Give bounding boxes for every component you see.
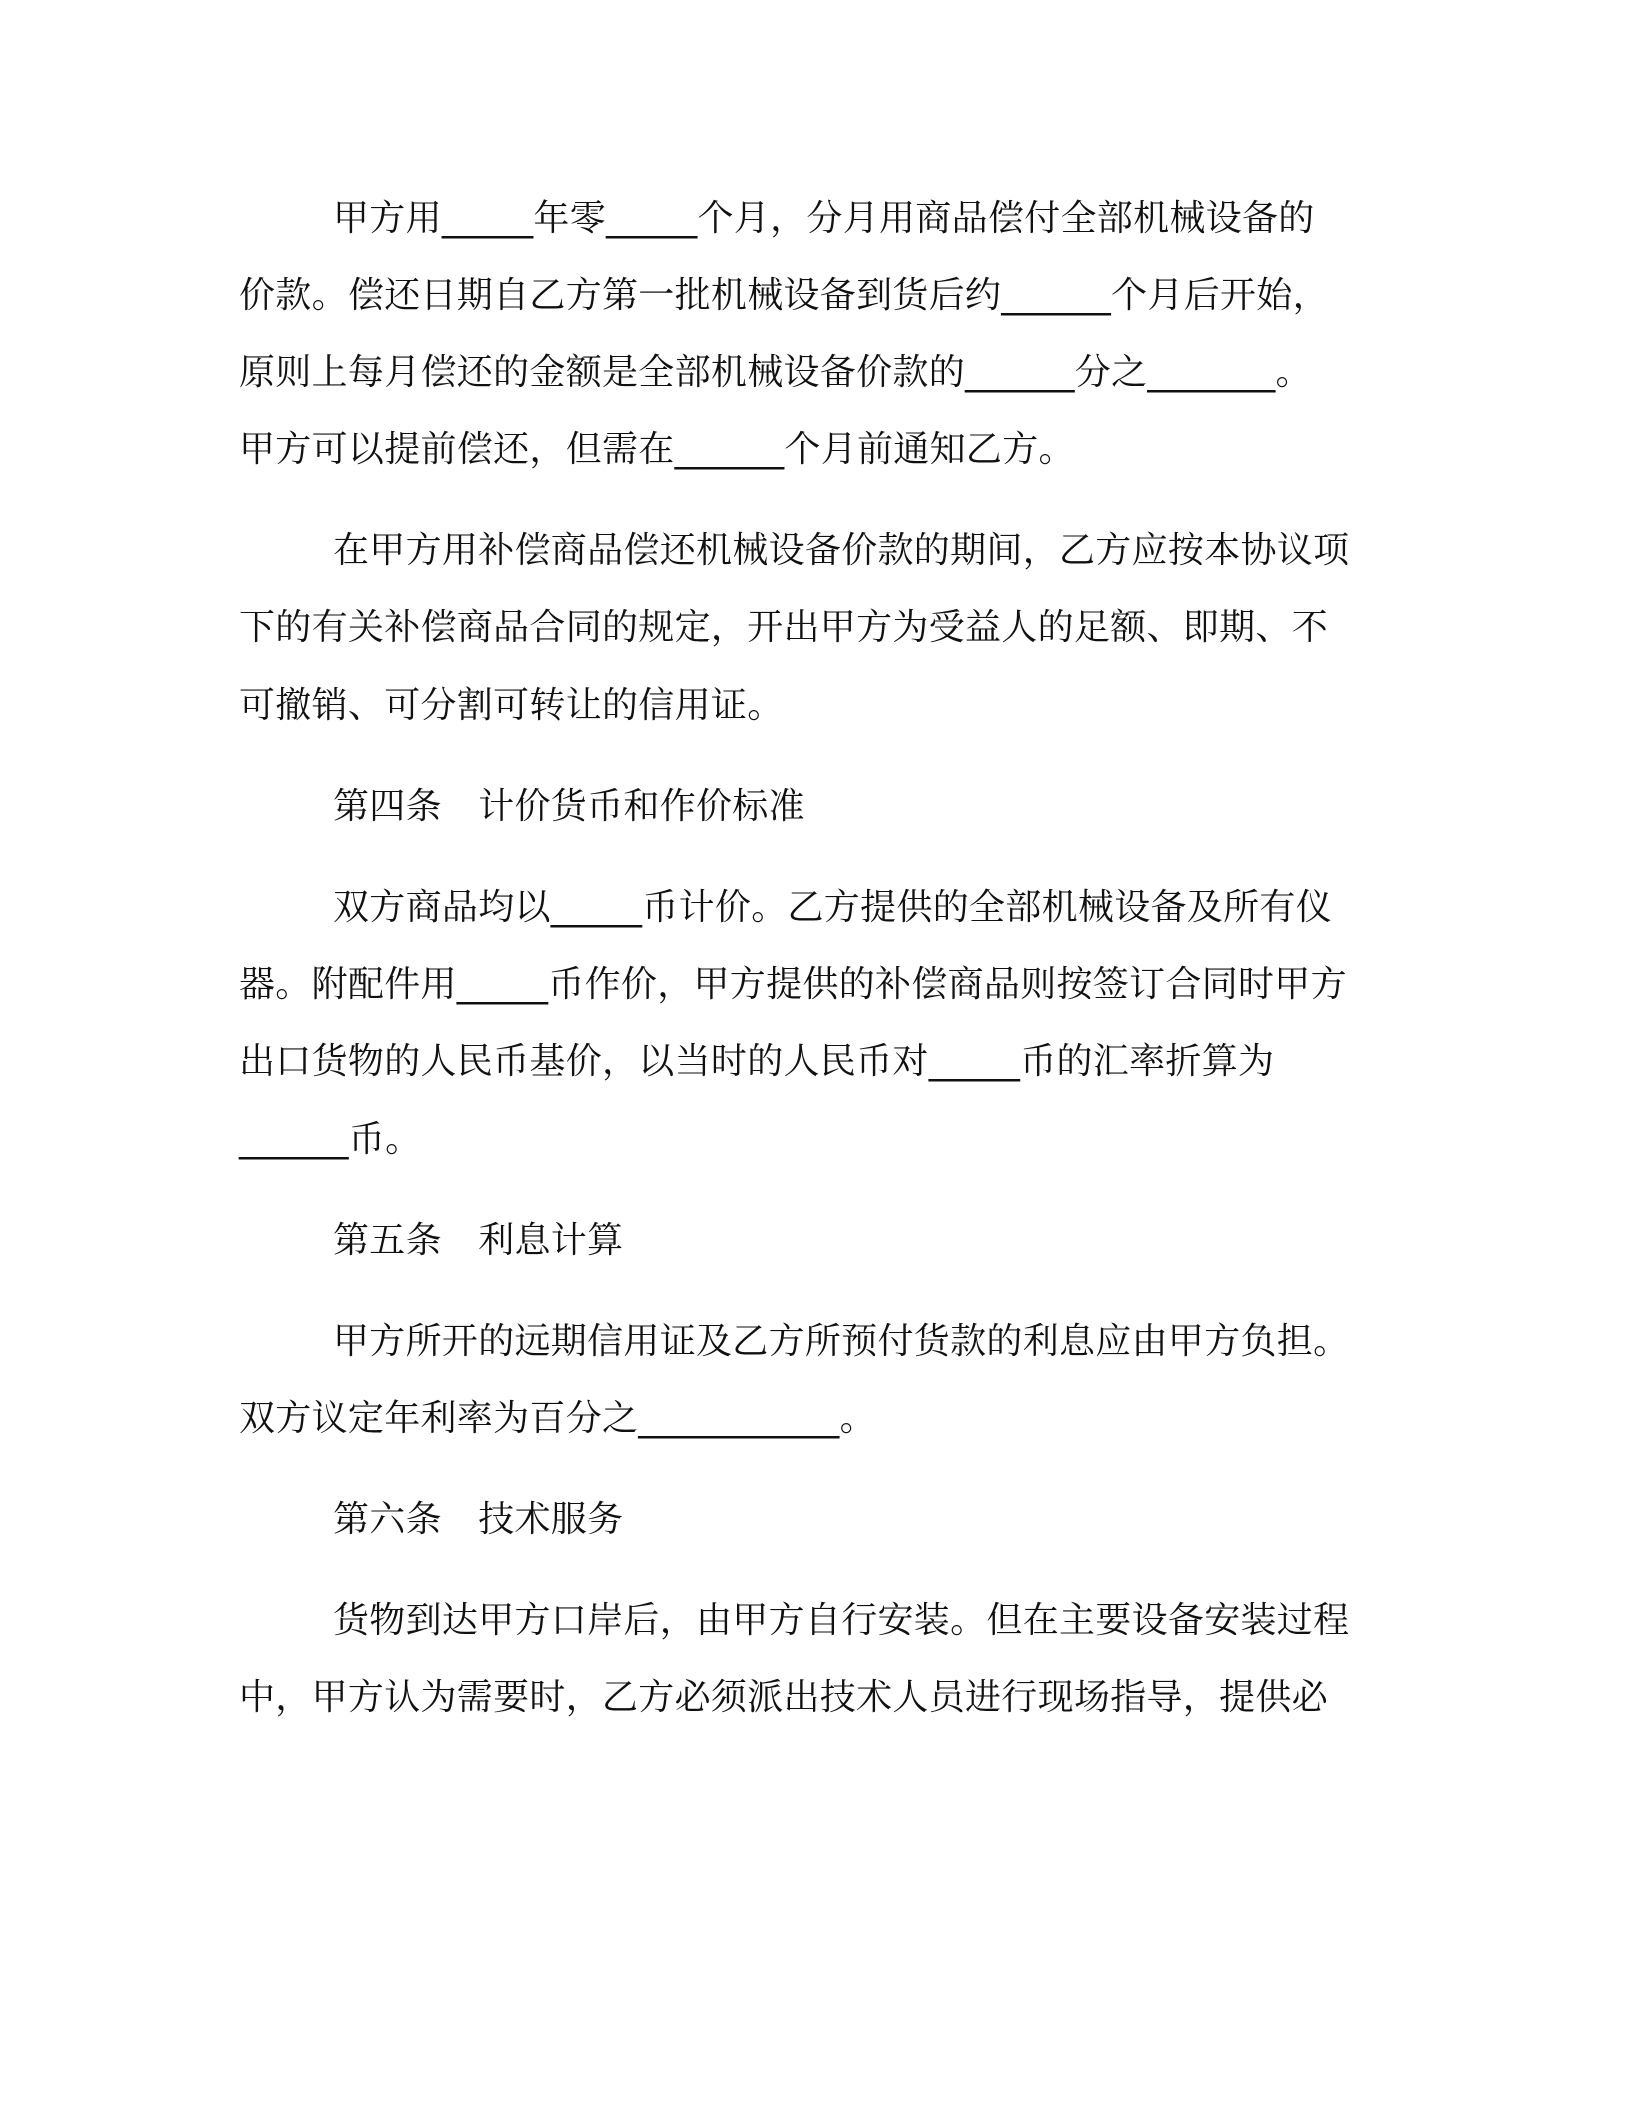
body-text-line: 原则上每月偿还的金额是全部机械设备价款的______分之_______。 — [239, 352, 1312, 393]
body-text-line: 可撤销、可分割可转让的信用证。 — [239, 685, 784, 726]
body-text-line: 甲方用_____年零_____个月，分月用商品偿付全部机械设备的 — [333, 198, 1315, 239]
section-heading-article-4: 第四条 计价货币和作价标准 — [333, 786, 805, 827]
body-text-line: 货物到达甲方口岸后，由甲方自行安装。但在主要设备安装过程 — [333, 1600, 1350, 1641]
body-text-line: 甲方所开的远期信用证及乙方所预付货款的利息应由甲方负担。 — [333, 1321, 1350, 1362]
body-text-line: 甲方可以提前偿还，但需在______个月前通知乙方。 — [239, 429, 1075, 470]
body-text-line: 器。附配件用_____币作价，甲方提供的补偿商品则按签订合同时甲方 — [239, 964, 1347, 1005]
body-text-line: ______币。 — [239, 1119, 422, 1160]
body-text-line: 下的有关补偿商品合同的规定，开出甲方为受益人的足额、即期、不 — [239, 607, 1329, 648]
body-text-line: 中，甲方认为需要时，乙方必须派出技术人员进行现场指导，提供必 — [239, 1677, 1329, 1718]
body-text-line: 出口货物的人民币基价，以当时的人民币对_____币的汇率折算为 — [239, 1041, 1275, 1082]
body-text-line: 双方议定年利率为百分之___________。 — [239, 1398, 876, 1439]
section-heading-article-5: 第五条 利息计算 — [333, 1220, 624, 1261]
body-text-line: 在甲方用补偿商品偿还机械设备价款的期间，乙方应按本协议项 — [333, 530, 1350, 571]
section-heading-article-6: 第六条 技术服务 — [333, 1499, 624, 1540]
body-text-line: 价款。偿还日期自乙方第一批机械设备到货后约______个月后开始， — [239, 275, 1329, 316]
body-text-line: 双方商品均以_____币计价。乙方提供的全部机械设备及所有仪 — [333, 887, 1332, 928]
